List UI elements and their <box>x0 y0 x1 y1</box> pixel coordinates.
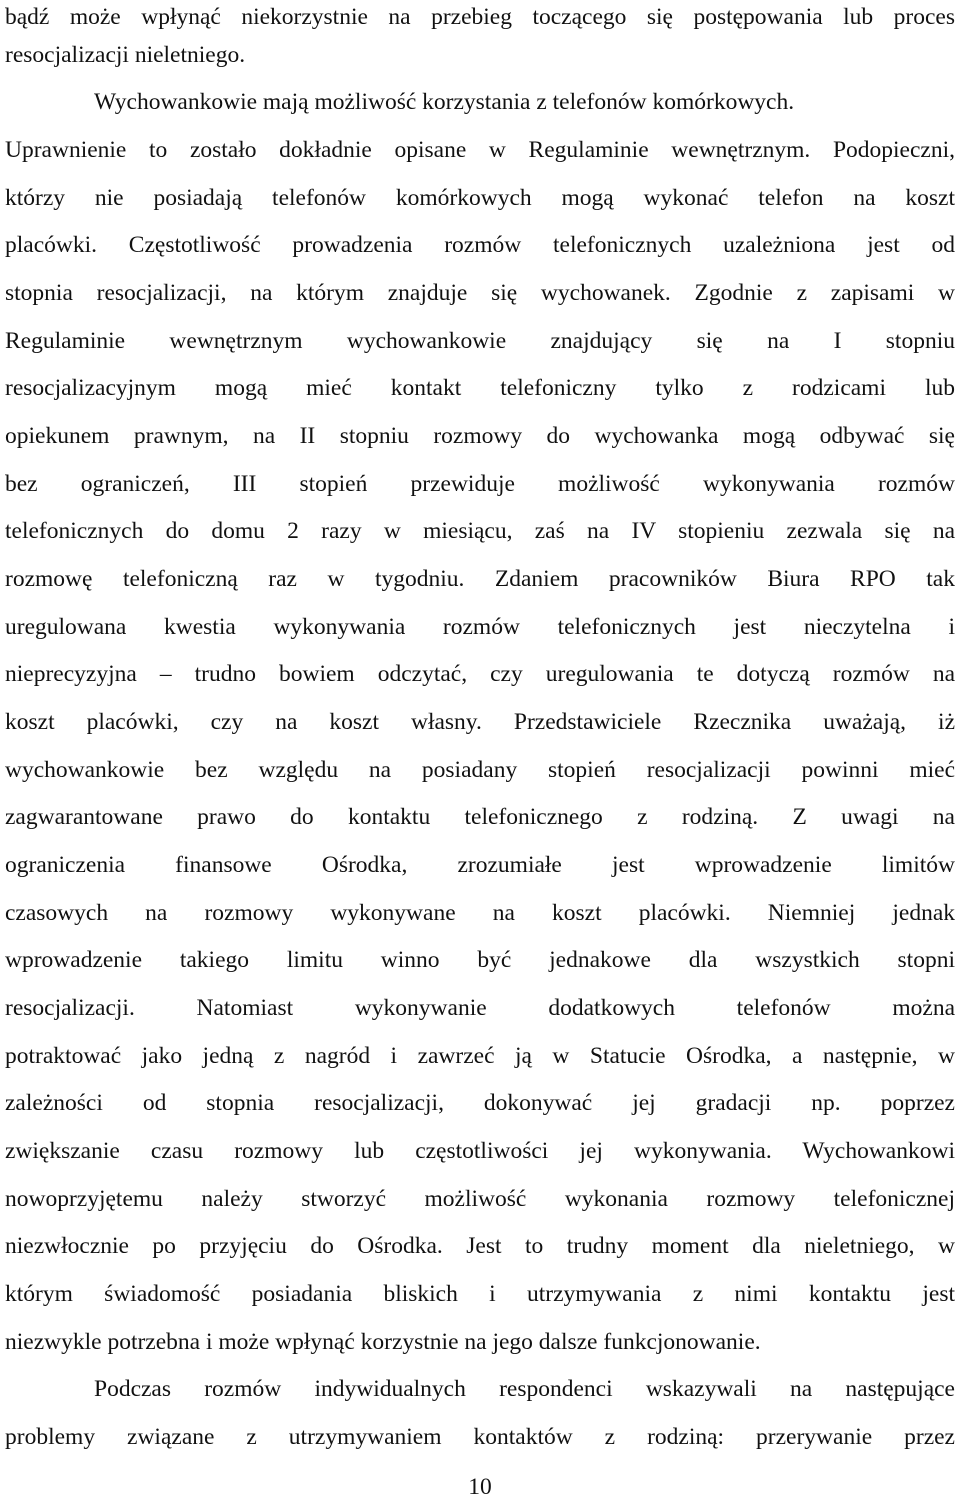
text-line: bez ograniczeń, III stopień przewiduje możliwość wykonywania rozmów <box>5 471 955 497</box>
text-line: wychowankowie bez względu na posiadany stopień resocjalizacji powinni mieć <box>5 757 955 783</box>
text-line: stopnia resocjalizacji, na którym znajduje się wychowanek. Zgodnie z zapisami w <box>5 280 955 306</box>
text-line: potraktować jako jedną z nagród i zawrzeć ją w Statucie Ośrodka, a następnie, w <box>5 1043 955 1069</box>
text-line: uregulowana kwestia wykonywania rozmów telefonicznych jest nieczytelna i <box>5 614 955 640</box>
text-line: Regulaminie wewnętrznym wychowankowie znajdujący się na I stopniu <box>5 328 955 354</box>
text-line: Wychowankowie mają możliwość korzystania z telefonów komórkowych. <box>94 89 795 115</box>
text-line: problemy związane z utrzymywaniem kontaktów z rodziną: przerywanie przez <box>5 1424 955 1450</box>
text-line: koszt placówki, czy na koszt własny. Przedstawiciele Rzecznika uważają, iż <box>5 709 955 735</box>
text-line: resocjalizacji. Natomiast wykonywanie dodatkowych telefonów można <box>5 995 955 1021</box>
text-line: telefonicznych do domu 2 razy w miesiącu, zaś na IV stopieniu zezwala się na <box>5 518 955 544</box>
text-line: nieprecyzyjna – trudno bowiem odczytać, czy uregulowania te dotyczą rozmów na <box>5 661 955 687</box>
text-line: bądź może wpłynąć niekorzystnie na przebieg toczącego się postępowania lub proces <box>5 4 955 30</box>
text-line: wprowadzenie takiego limitu winno być jednakowe dla wszystkich stopni <box>5 947 955 973</box>
text-line: opiekunem prawnym, na II stopniu rozmowy do wychowanka mogą odbywać się <box>5 423 955 449</box>
text-line: którzy nie posiadają telefonów komórkowych mogą wykonać telefon na koszt <box>5 185 955 211</box>
text-line: ograniczenia finansowe Ośrodka, zrozumiałe jest wprowadzenie limitów <box>5 852 955 878</box>
page-number: 10 <box>468 1474 492 1500</box>
text-line: zagwarantowane prawo do kontaktu telefonicznego z rodziną. Z uwagi na <box>5 804 955 830</box>
text-line: zwiększanie czasu rozmowy lub częstotliwości jej wykonywania. Wychowankowi <box>5 1138 955 1164</box>
text-line: Uprawnienie to zostało dokładnie opisane w Regulaminie wewnętrznym. Podopieczni, <box>5 137 955 163</box>
text-line: resocjalizacji nieletniego. <box>5 42 246 68</box>
text-line: niezwykle potrzebna i może wpłynąć korzystnie na jego dalsze funkcjonowanie. <box>5 1329 761 1355</box>
text-line: nowoprzyjętemu należy stworzyć możliwość wykonania rozmowy telefonicznej <box>5 1186 955 1212</box>
text-line: Podczas rozmów indywidualnych respondenci wskazywali na następujące <box>94 1376 955 1402</box>
text-line: którym świadomość posiadania bliskich i utrzymywania z nimi kontaktu jest <box>5 1281 955 1307</box>
text-line: zależności od stopnia resocjalizacji, dokonywać jej gradacji np. poprzez <box>5 1090 955 1116</box>
text-line: czasowych na rozmowy wykonywane na koszt placówki. Niemniej jednak <box>5 900 955 926</box>
text-line: niezwłocznie po przyjęciu do Ośrodka. Jest to trudny moment dla nieletniego, w <box>5 1233 955 1259</box>
text-line: placówki. Częstotliwość prowadzenia rozmów telefonicznych uzależniona jest od <box>5 232 955 258</box>
text-line: rozmowę telefoniczną raz w tygodniu. Zdaniem pracowników Biura RPO tak <box>5 566 955 592</box>
text-line: resocjalizacyjnym mogą mieć kontakt telefoniczny tylko z rodzicami lub <box>5 375 955 401</box>
